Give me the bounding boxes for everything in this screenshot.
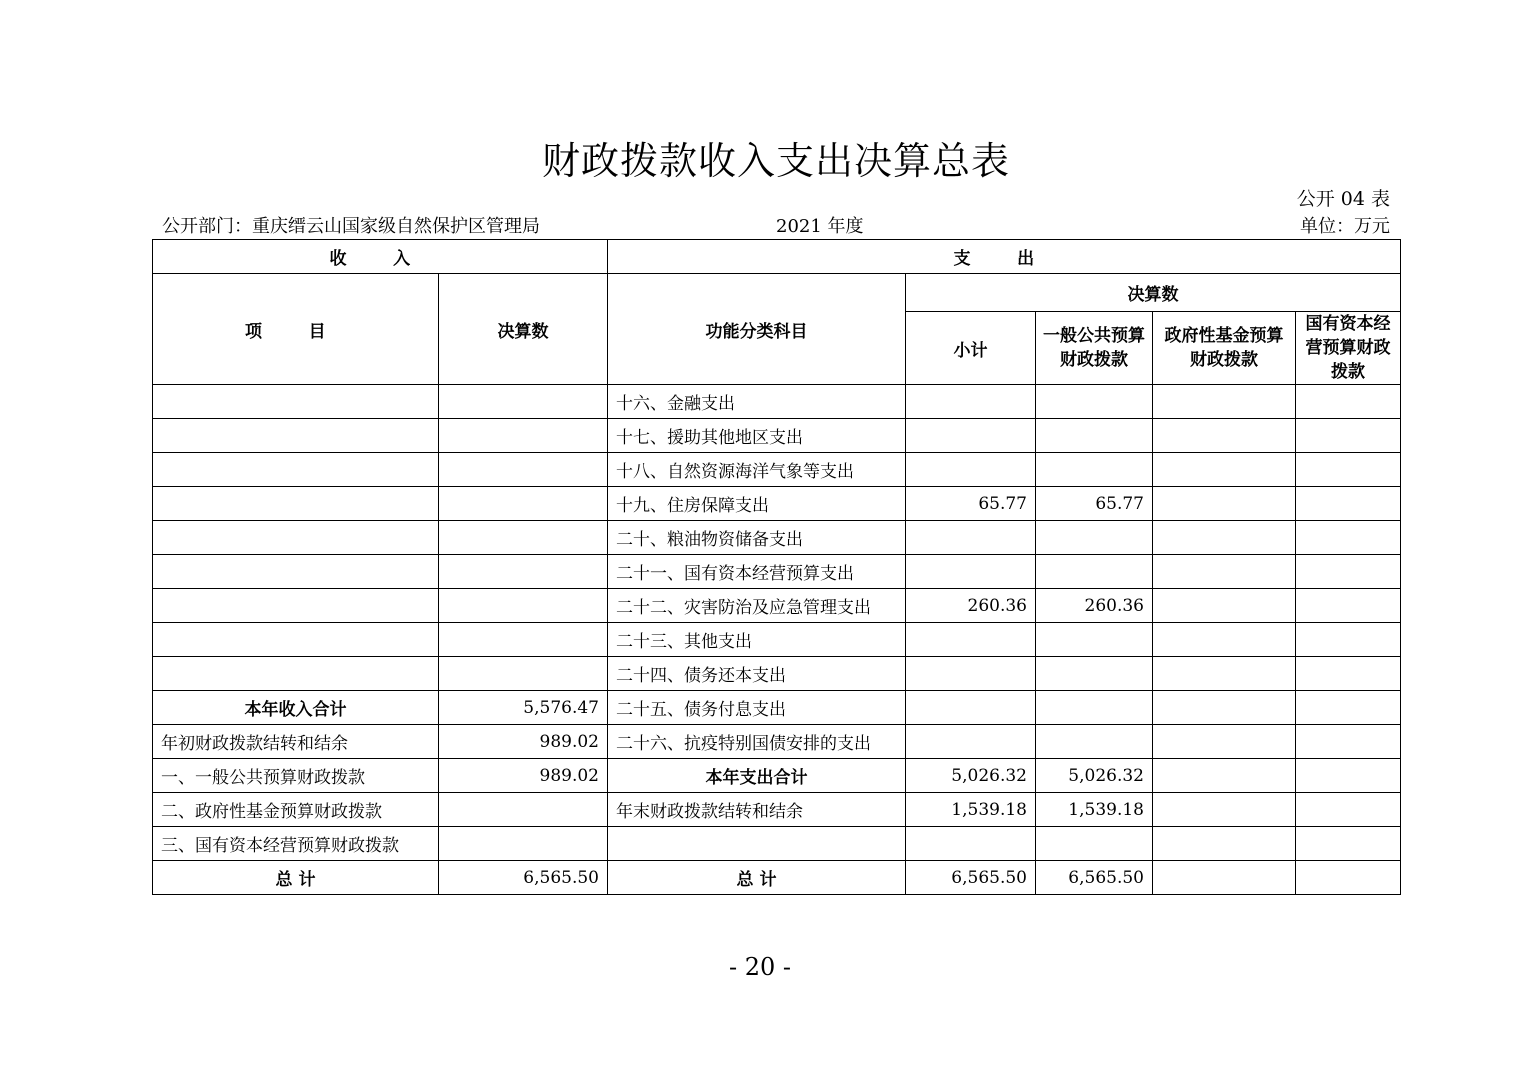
table-row [153, 827, 1401, 861]
item-header: 项 目 [153, 274, 439, 385]
state-capital-cell [1296, 827, 1401, 861]
expense-item-cell: 二十四、债务还本支出 [608, 657, 906, 691]
income-amount-cell [439, 521, 608, 555]
state-capital-cell [1296, 419, 1401, 453]
income-amount-cell: 5,576.47 [439, 691, 608, 725]
income-item-cell [153, 487, 439, 521]
income-amount-cell: 6,565.50 [439, 861, 608, 895]
income-item-cell: 本年收入合计 [153, 691, 439, 725]
income-amount-cell [439, 453, 608, 487]
expense-item-cell: 本年支出合计 [608, 759, 906, 793]
table-row [153, 725, 1401, 759]
state-capital-cell [1296, 385, 1401, 419]
state-capital-cell [1296, 861, 1401, 895]
table-row [153, 759, 1401, 793]
table-row [153, 385, 1401, 419]
final-amount-header: 决算数 [906, 274, 1401, 312]
general-budget-cell [1036, 521, 1153, 555]
income-item-cell [153, 521, 439, 555]
state-capital-cell [1296, 657, 1401, 691]
subtotal-header: 小计 [906, 312, 1036, 385]
income-amount-cell: 989.02 [439, 759, 608, 793]
gov-fund-cell [1153, 589, 1296, 623]
gov-fund-cell [1153, 521, 1296, 555]
expense-item-cell: 二十、粮油物资储备支出 [608, 521, 906, 555]
income-amount-cell [439, 657, 608, 691]
income-item-cell [153, 385, 439, 419]
fiscal-table [152, 239, 1401, 895]
subtotal-cell: 6,565.50 [906, 861, 1036, 895]
expense-item-cell: 总 计 [608, 861, 906, 895]
expense-item-cell: 十八、自然资源海洋气象等支出 [608, 453, 906, 487]
page-number: - 20 - [728, 953, 791, 981]
department-label: 公开部门：重庆缙云山国家级自然保护区管理局 [162, 216, 540, 237]
subtotal-cell: 260.36 [906, 589, 1036, 623]
income-amount-cell [439, 589, 608, 623]
general-budget-header: 一般公共预算财政拨款 [1036, 312, 1153, 385]
table-row [153, 419, 1401, 453]
table-row [153, 555, 1401, 589]
gov-fund-cell [1153, 623, 1296, 657]
gov-fund-cell [1153, 725, 1296, 759]
table-row [153, 657, 1401, 691]
general-budget-cell: 5,026.32 [1036, 759, 1153, 793]
general-budget-cell: 6,565.50 [1036, 861, 1153, 895]
income-item-cell: 年初财政拨款结转和结余 [153, 725, 439, 759]
state-capital-cell [1296, 759, 1401, 793]
income-amount-cell [439, 487, 608, 521]
income-amount-cell [439, 385, 608, 419]
income-item-cell [153, 453, 439, 487]
expense-header: 支 出 [608, 240, 1401, 274]
state-capital-cell [1296, 555, 1401, 589]
page-title: 财政拨款收入支出决算总表 [541, 139, 1010, 183]
expense-item-cell: 二十一、国有资本经营预算支出 [608, 555, 906, 589]
general-budget-cell: 1,539.18 [1036, 793, 1153, 827]
table-body [153, 385, 1401, 895]
general-budget-cell [1036, 555, 1153, 589]
gov-fund-cell [1153, 487, 1296, 521]
state-capital-cell [1296, 589, 1401, 623]
table-row [153, 589, 1401, 623]
subtotal-cell [906, 657, 1036, 691]
general-budget-cell [1036, 419, 1153, 453]
general-budget-cell [1036, 827, 1153, 861]
table-row [153, 487, 1401, 521]
income-item-cell [153, 589, 439, 623]
subtotal-cell: 65.77 [906, 487, 1036, 521]
income-amount-cell [439, 623, 608, 657]
gov-fund-cell [1153, 453, 1296, 487]
state-capital-cell [1296, 623, 1401, 657]
general-budget-cell [1036, 691, 1153, 725]
expense-item-cell: 年末财政拨款结转和结余 [608, 793, 906, 827]
gov-fund-cell [1153, 861, 1296, 895]
gov-fund-cell [1153, 793, 1296, 827]
general-budget-cell: 260.36 [1036, 589, 1153, 623]
expense-item-cell: 二十三、其他支出 [608, 623, 906, 657]
gov-fund-cell [1153, 827, 1296, 861]
general-budget-cell [1036, 623, 1153, 657]
subtotal-cell [906, 419, 1036, 453]
gov-fund-cell [1153, 555, 1296, 589]
year-label: 2021 年度 [776, 216, 864, 237]
amount-header: 决算数 [439, 274, 608, 385]
subtotal-cell [906, 827, 1036, 861]
table-row [153, 453, 1401, 487]
subtotal-cell [906, 521, 1036, 555]
income-header: 收 入 [153, 240, 608, 274]
expense-item-cell: 十六、金融支出 [608, 385, 906, 419]
table-row [153, 861, 1401, 895]
subtotal-cell [906, 385, 1036, 419]
state-capital-cell [1296, 793, 1401, 827]
income-amount-cell [439, 555, 608, 589]
subtotal-cell: 1,539.18 [906, 793, 1036, 827]
expense-item-cell: 十七、援助其他地区支出 [608, 419, 906, 453]
table-row [153, 793, 1401, 827]
table-row [153, 521, 1401, 555]
state-capital-cell [1296, 453, 1401, 487]
income-item-cell [153, 555, 439, 589]
gov-fund-cell [1153, 385, 1296, 419]
table-row [153, 691, 1401, 725]
gov-fund-cell [1153, 691, 1296, 725]
income-amount-cell [439, 793, 608, 827]
function-header: 功能分类科目 [608, 274, 906, 385]
gov-fund-header: 政府性基金预算财政拨款 [1153, 312, 1296, 385]
state-capital-cell [1296, 691, 1401, 725]
state-capital-cell [1296, 487, 1401, 521]
table-row [153, 623, 1401, 657]
general-budget-cell [1036, 453, 1153, 487]
income-item-cell: 总 计 [153, 861, 439, 895]
general-budget-cell [1036, 657, 1153, 691]
expense-item-cell: 二十六、抗疫特别国债安排的支出 [608, 725, 906, 759]
income-item-cell: 二、政府性基金预算财政拨款 [153, 793, 439, 827]
state-capital-cell [1296, 725, 1401, 759]
income-amount-cell [439, 419, 608, 453]
subtotal-cell [906, 725, 1036, 759]
general-budget-cell: 65.77 [1036, 487, 1153, 521]
expense-item-cell: 十九、住房保障支出 [608, 487, 906, 521]
state-capital-header: 国有资本经营预算财政拨款 [1296, 312, 1401, 385]
gov-fund-cell [1153, 419, 1296, 453]
subtotal-cell [906, 555, 1036, 589]
expense-item-cell: 二十二、灾害防治及应急管理支出 [608, 589, 906, 623]
income-item-cell: 一、一般公共预算财政拨款 [153, 759, 439, 793]
gov-fund-cell [1153, 759, 1296, 793]
general-budget-cell [1036, 725, 1153, 759]
state-capital-cell [1296, 521, 1401, 555]
income-item-cell [153, 657, 439, 691]
income-item-cell [153, 419, 439, 453]
unit-label: 单位：万元 [1300, 216, 1390, 237]
general-budget-cell [1036, 385, 1153, 419]
subtotal-cell [906, 623, 1036, 657]
subtotal-cell: 5,026.32 [906, 759, 1036, 793]
gov-fund-cell [1153, 657, 1296, 691]
income-item-cell [153, 623, 439, 657]
subtotal-cell [906, 691, 1036, 725]
expense-item-cell [608, 827, 906, 861]
income-amount-cell: 989.02 [439, 725, 608, 759]
subtotal-cell [906, 453, 1036, 487]
expense-item-cell: 二十五、债务付息支出 [608, 691, 906, 725]
income-item-cell: 三、国有资本经营预算财政拨款 [153, 827, 439, 861]
table-number: 公开 04 表 [1296, 188, 1390, 210]
income-amount-cell [439, 827, 608, 861]
